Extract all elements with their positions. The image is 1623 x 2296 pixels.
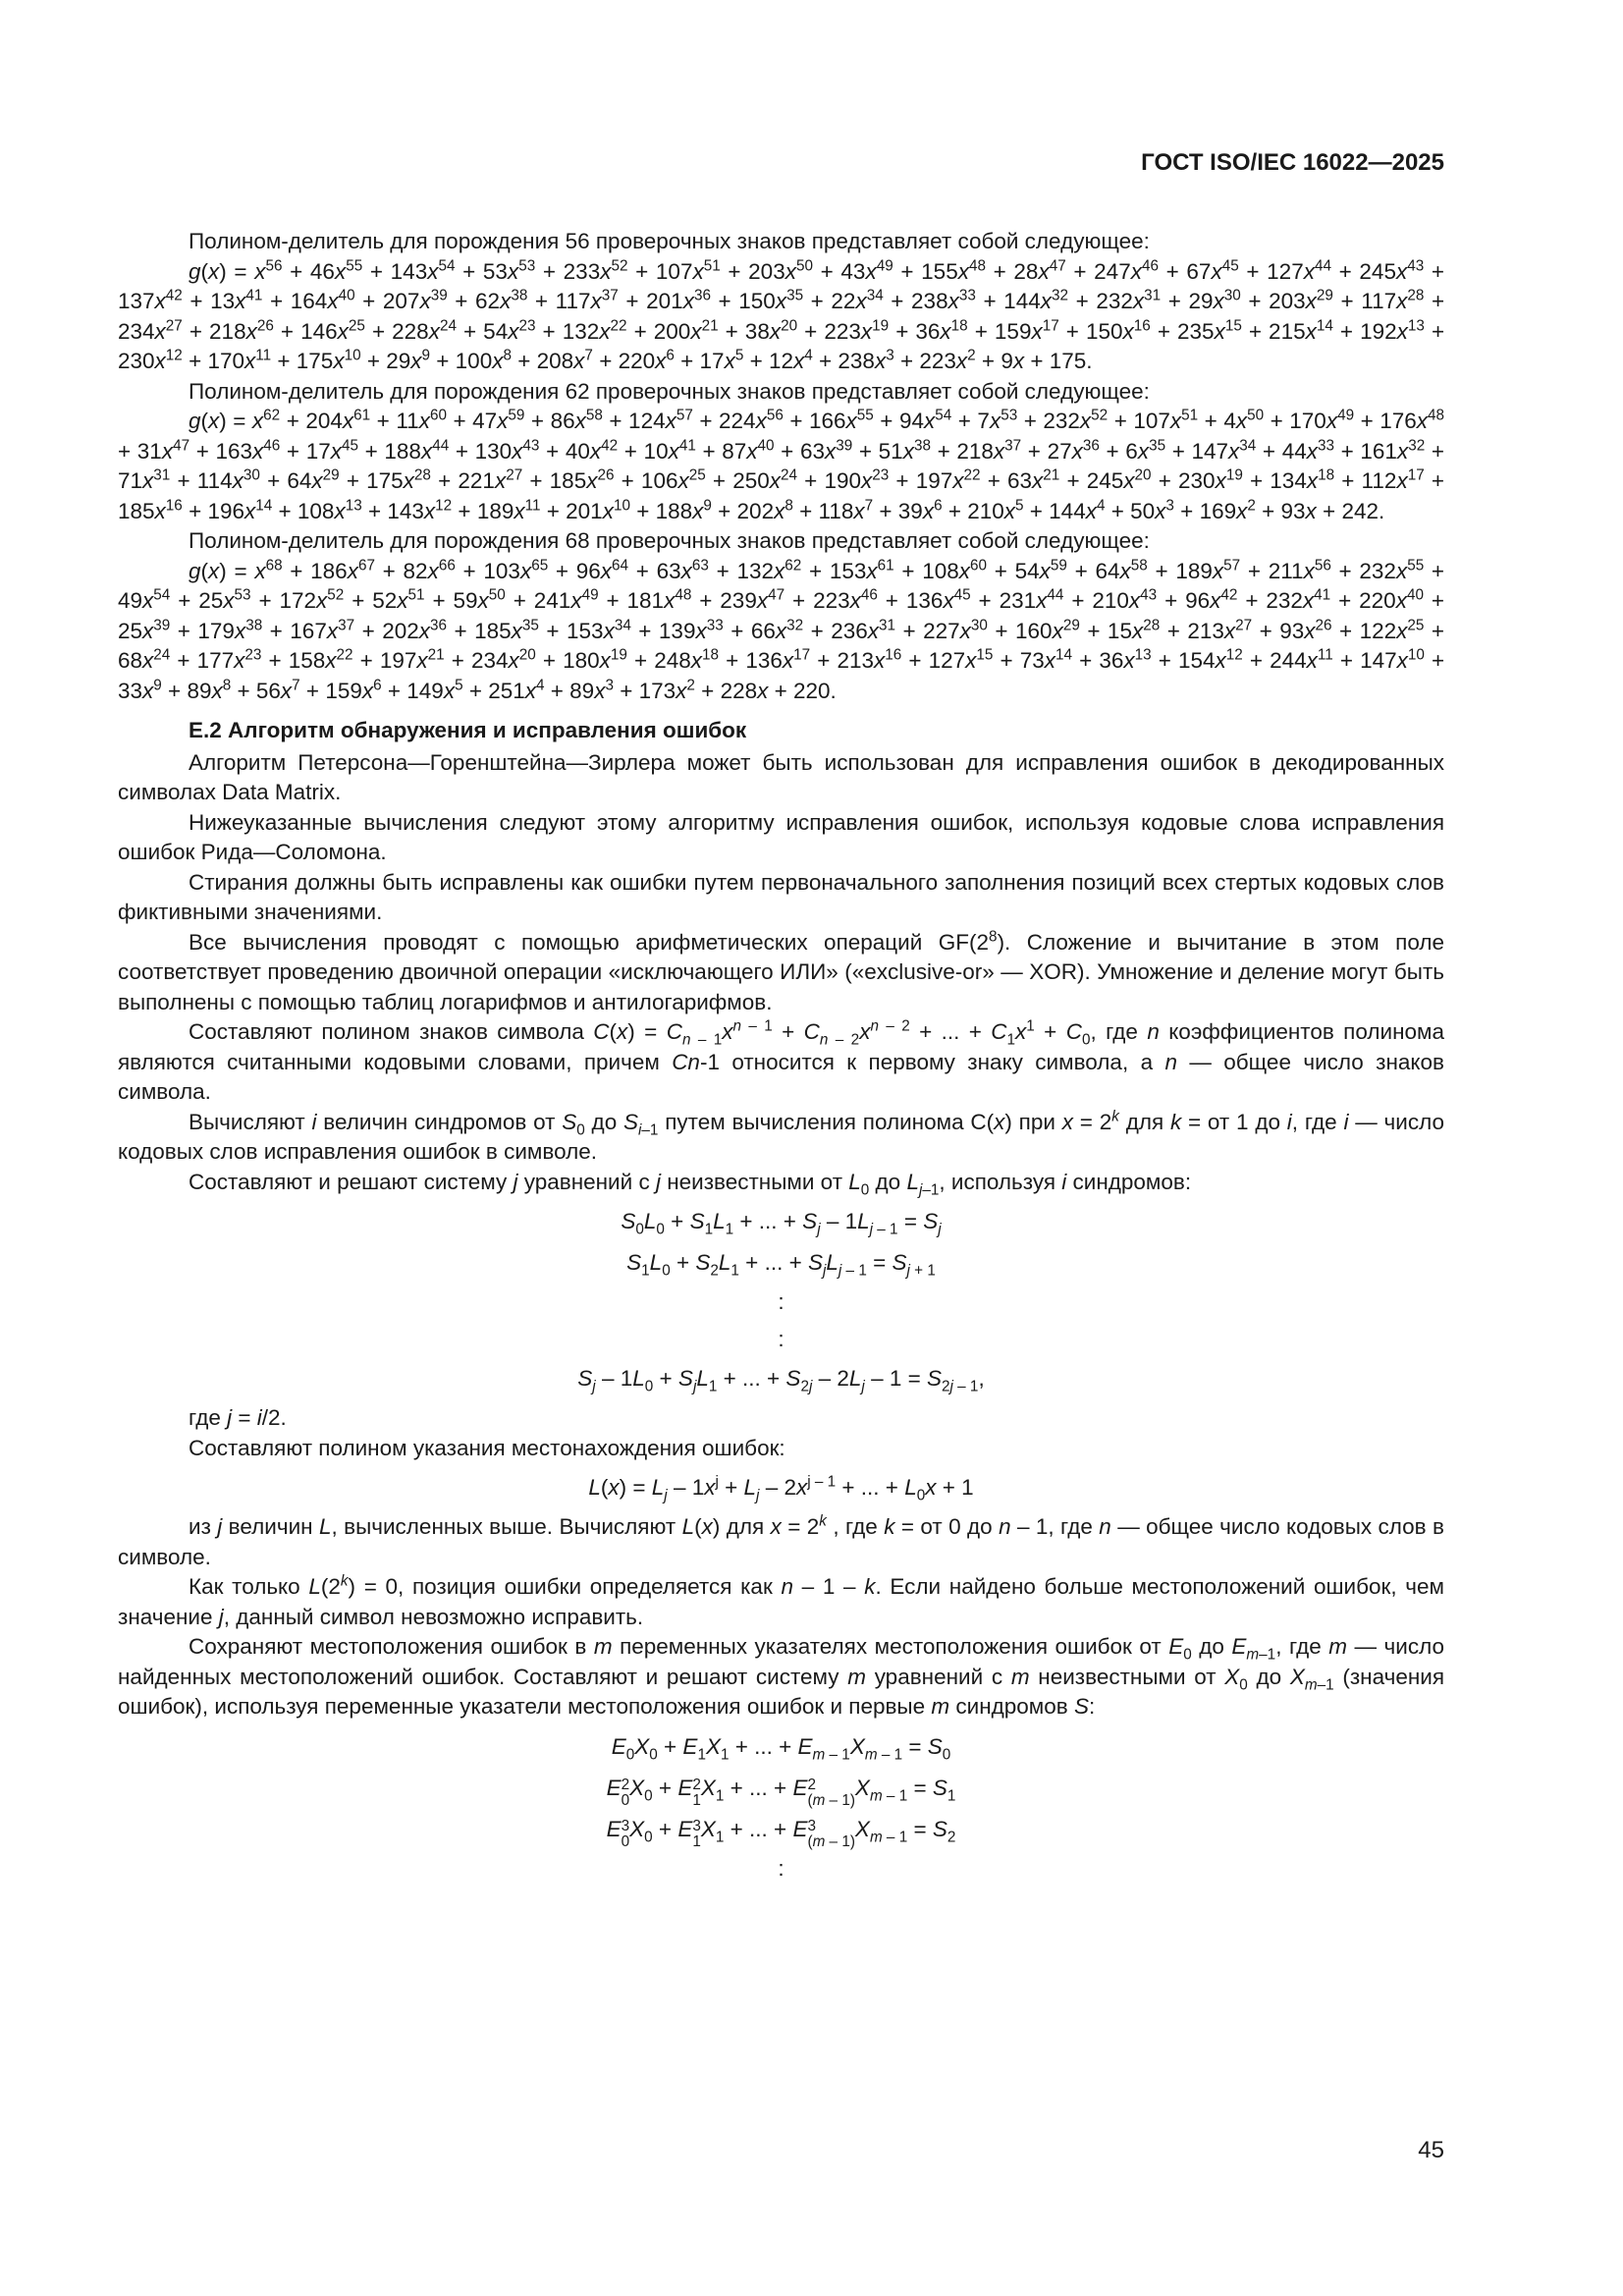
paragraph: Алгоритм Петерсона—Горенштейна—Зирлера может быть использован для исправления ошибок в декодированных символах Data Matrix. [118,749,1444,804]
paragraph: из j величин L, вычисленных выше. Вычисляют L(x) для $x = 2^k$ , где k = от 0 до n – 1, где n — общее число кодовых слов в символе. [118,1512,1444,1569]
section-heading: E.2 Алгоритм обнаружения и исправления ошибок [189,718,747,742]
paragraph: Полином-делитель для порождения 56 проверочных знаков представляет собой следующее: [189,229,1150,253]
paragraph: Сохраняют местоположения ошибок в m переменных указателях местоположения ошибок от $E_0$ до $E_{m-1}$, где m — число найденных местоположений ошибок. Составляют и решают систему m уравнений с m неизвестными от $X_0$ до $X_{m-1}$ (значения ошибок), используя переменные указатели местоположения ошибок и первые m синдромов S: [118,1634,1445,1719]
paragraph: Составляют и решают систему j уравнений с j неизвестными от $L_0$ до $L_{j-1}$, используя i синдромов: [189,1169,1192,1198]
paragraph: Нижеуказанные вычисления следуют этому алгоритму исправления ошибок, используя кодовые слова исправления ошибок Рида—Соломона. [118,809,1444,864]
page-body [118,227,1444,1891]
equation-system-syndromes: $S_0L_0 + S_1L_1$ + ... + $S_j - 1L_{j - 1} = S_j$ $S_1L_0 + S_2L_1$ + ... + $S_jL_{j - 1} = S_{j + 1}$ : : $S_j - 1L_0 + S_jL_1$ + ... + $S_{2j} - 2L_j - 1 = S_{2j - 1}$, [577,1209,985,1395]
page-number: 45 [1418,2137,1444,2163]
paragraph: Как только $L(2^k) = 0$, позиция ошибки определяется как n – 1 – k. Если найдено больше местоположений ошибок, чем значение j, данный символ невозможно исправить. [118,1572,1445,1629]
equation-error-locator: $L(x) = L_j - 1x^j + L_j - 2x^{j - 1}$ + ... + $L_0x + 1$ [588,1473,974,1504]
paragraph: Стирания должны быть исправлены как ошибки путем первоначального заполнения позиций всех стертых кодовых слов фиктивными значениями. [118,869,1444,924]
paragraph: Полином-делитель для порождения 62 проверочных знаков представляет собой следующее: [189,378,1150,404]
equation-system-error-values: $E_0X_0 + E_1X_1$ + ... + $E_{m - 1}X_{m - 1} = S_0$ E 2 0 $X_0 + E$ 2 1 $X_1$ + ... + E 2 (m – 1) $X_{m - 1} = S_1$ E 3 0 $X_0 + E$ 3 1 $X_1$ + ... + E 3 (m – 1) $X_{m - 1} = S_2$ : [606,1733,956,1881]
polynomial-68: g(x) = $x^{68} + 186x^{67} + 82x^{66} + 103x^{65} + 96x^{64} + 63x^{63} + 132x^{62} + 153x^{61} + 108x^{60} + 54x^{59} + 64x^{58} + 189x^{57} + 211x^{56} + 232x^{55} + 49x^{54} + 25x^{53} + 172x^{52} + 52x^{51} + 59x^{50} + 241x^{49} + 181x^{48} + 239x^{47} + 223x^{46} + 136x^{45} + 231x^{44} + 210x^{43} + 96x^{42} + 232x^{41} + 220x^{40} + 25x^{39} + 179x^{38}$ + $167x^{37} + 202x^{36} + 185x^{35} + 153x^{34} + 139x^{33} + 66x^{32} + 236x^{31} + 227x^{30} + 160x^{29} + 15x^{28} + 213x^{27} + 93x^{26} + 122x^{25} + 68x^{24} + 177x^{23} + 158x^{22} + 197x^{21} + 234x^{20} + 180x^{19} + 248x^{18} + 136x^{17} + 213x^{16} + 127x^{15} + 73x^{14} + 36x^{13} + 154x^{12} + 244x^{11} + 147x^{10} + 33x^9 + 89x^8 + 56x^7$ + $159x^6 + 149x^5 + 251x^4 + 89x^3 + 173x^2 + 228x + 220$. [118,557,1445,703]
paragraph: где j = i/2. [189,1405,287,1430]
paragraph: Составляют полином знаков символа $C(x) = C_{n - 1}x^{n - 1} + C_{n - 2}x^{n - 2}$ + ... + $C_1x^1 + C_0$, где n коэффициентов полинома являются считанными кодовыми словами, причем Cn-1 относится к первому знаку символа, а n — общее число знаков символа. [118,1017,1444,1104]
paragraph: Составляют полином указания местонахождения ошибок: [189,1435,785,1460]
paragraph: Полином-делитель для порождения 68 проверочных знаков представляет собой следующее: [189,528,1150,553]
paragraph: Вычисляют i величин синдромов от $S_0$ до $S_{i-1}$ путем вычисления полинома C(x) при $x = 2^k$ для k = от 1 до i, где i — число кодовых слов исправления ошибок в символе. [118,1108,1444,1164]
paragraph: Все вычисления проводят с помощью арифметических операций $GF(2^8)$. Сложение и вычитание в этом поле соответствует проведению двоичной операции «исключающего ИЛИ» («exclusive-or» — XOR). Умножение и деление могут быть выполнены с помощью таблиц логарифмов и антилогарифмов. [118,928,1444,1014]
polynomial-62: g(x) = $x^{62} + 204x^{61} + 11x^{60} + 47x^{59} + 86x^{58} + 124x^{57} + 224x^{56} + 166x^{55} + 94x^{54} + 7x^{53} + 232x^{52} + 107x^{51} + 4x^{50} + 170x^{49} + 176x^{48} + 31x^{47} + 163x^{46} + 17x^{45} + 188x^{44} + 130x^{43} + 40x^{42} + 10x^{41} + 87x^{40} + 63x^{39} + 51x^{38} + 218x^{37} + 27x^{36} + 6x^{35} + 147x^{34} + 44x^{33} + 161x^{32}$ + $71x^{31} + 114x^{30} + 64x^{29} + 175x^{28} + 221x^{27} + 185x^{26} + 106x^{25} + 250x^{24} + 190x^{23} + 197x^{22} + 63x^{21} + 245x^{20} + 230x^{19} + 134x^{18} + 112x^{17} + 185x^{16} + 196x^{14} + 108x^{13} + 143x^{12} + 189x^{11} + 201x^{10} + 188x^9 + 202x^8 + 118x^7 + 39x^6 + 210x^5 + 144x^4 + 50x^3 + 169x^2 + 93x + 242$. [118,407,1445,523]
document-code: ГОСТ ISO/IEC 16022—2025 [1141,149,1444,176]
polynomial-56: g(x) = $x^{56} + 46x^{55} + 143x^{54} + 53x^{53} + 233x^{52} + 107x^{51} + 203x^{50} + 43x^{49} + 155x^{48} + 28x^{47} + 247x^{46} + 67x^{45} + 127x^{44} + 245x^{43} + 137x^{42} + 13x^{41} + 164x^{40} + 207x^{39} + 62x^{38} + 117x^{37} + 201x^{36} + 150x^{35} + 22x^{34} + 238x^{33} + 144x^{32} + 232x^{31} + 29x^{30} + 203x^{29} + 117x^{28} + 234x^{27} + 218x^{26}$ + $146x^{25} + 228x^{24} + 54x^{23} + 132x^{22} + 200x^{21} + 38x^{20} + 223x^{19} + 36x^{18} + 159x^{17} + 150x^{16} + 235x^{15} + 215x^{14} + 192x^{13} + 230x^{12} + 170x^{11} + 175x^{10} + 29x^9 + 100x^8 + 208x^7 + 220x^6 + 17x^5 + 12x^4 + 238x^3 + 223x^2 + 9x + 175$. [118,257,1445,373]
